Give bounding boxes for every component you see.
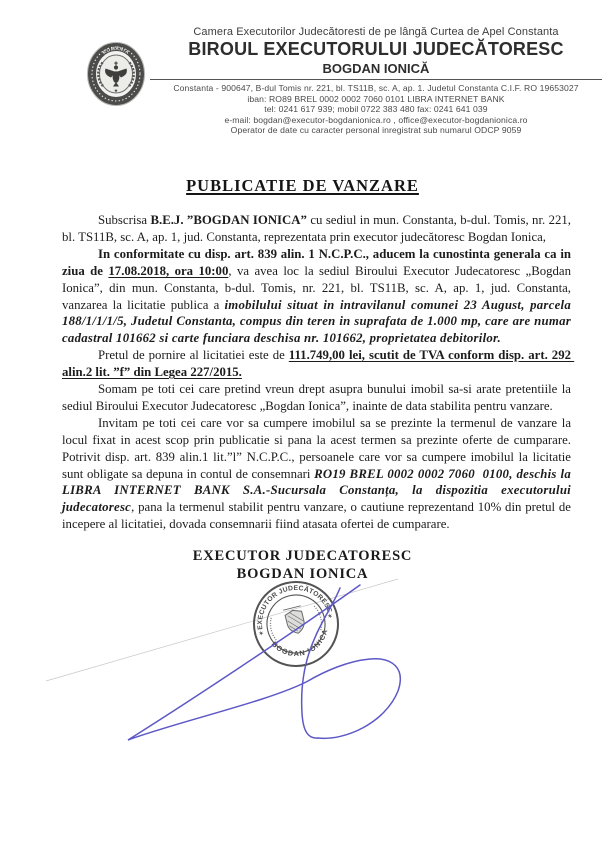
svg-text:BOGDAN IONICA [269,627,334,665]
document-title: PUBLICATIE DE VANZARE [186,175,419,195]
signature-title-line1: EXECUTOR JUDECATORESC [192,548,413,565]
stamp-bottom-arc-text: BOGDAN IONICA [269,628,330,659]
executor-name: BOGDAN IONICĂ [322,61,430,76]
romania-coat-of-arms-logo [86,40,146,108]
address-line: Constanta - 900647, B-dul Tomis nr. 221, bl. TS11B, sc. A, ap. 1. Judetul Constanta C.I.F. RO 19653027 [173,83,579,93]
stamp-top-arc-text: EXECUTOR JUDECĂTORESC [256,585,333,631]
phone-line: tel: 0241 617 939; mobil 0722 383 480 fax: 0241 641 039 [264,104,488,115]
paragraph-auction-notice [62,246,575,347]
text-segment: Pretul de pornire al licitatiei este de [98,348,289,363]
paragraph-claims-summons [62,381,575,415]
hairline-stroke [46,579,398,681]
text-segment: , va avea loc la sediul Biroului Executor Judecatoresc „Bogdan Ionica”, din mun. Constanta, b-dul. Tomis, nr. 221, bl. TS11B, sc. A, ap. 1, jud. Constanta, vanzarea la licitatie publica a [62,263,575,312]
text-segment: In conformitate cu disp. art. 839 alin. 1 N.C.P.C., aducem la cunostinta generala ca in ziua de [62,246,575,278]
text-segment: cu sediul in mun. Constanta, b-dul. Tomis, nr. 221, bl. TS11B, sc. A, ap. 1, jud. Constanta, reprezentata prin executor judecătoresc Bogdan Ionica, [62,212,575,244]
logo-country-text: ROMÂNIA [101,45,131,56]
paragraph-bidder-invitation [62,415,575,533]
document-body [62,212,575,533]
letterhead [0,0,605,136]
header-divider [150,79,602,80]
stamp-star-left: ✶ [257,629,266,639]
round-stamp [245,573,347,675]
text-segment: 111.749,00 lei [288,348,362,363]
text-segment: Somam pe toti cei care pretind vreun drept asupra bunului imobil sa-si arate pretentiile la sediul Biroului Executor Judecatoresc „Bogdan Ionica”, inainte de data stabilita pentru vanzare. [62,382,575,413]
text-segment: imobilului situat in intravilanul comunei 23 August, parcela 188/1/1/1/5, Judetul Constanta, compus din teren in suprafata de 1.000 mp, care are numar cadastral 101662 si carte funciara deschisa nr. 101662, proprietatea debitorilor. [62,297,575,346]
office-name: BIROUL EXECUTORULUI JUDECĂTORESC [188,39,564,59]
iban-line: iban: RO89 BREL 0002 0002 7060 0101 LIBRA INTERNET BANK [247,93,505,104]
text-segment: Subscrisa [98,212,151,227]
paragraph-intro [62,212,575,246]
text-segment: B.E.J. ”BOGDAN IONICA” [150,212,307,227]
paragraph-price [62,347,575,381]
email-line: e-mail: bogdan@executor-bogdanionica.ro , office@executor-bogdanionica.ro [224,114,528,125]
signature-block [0,547,605,773]
star-glyph: ✷ [113,89,119,95]
operator-line: Operator de date cu caracter personal inregistrat sub numarul ODCP 9059 [230,125,522,136]
text-segment: RO19 BREL 0002 0002 7060 0100, deschis la LIBRA INTERNET BANK S.A.-Sucursala Constanța, la dispozitia executorului judecatoresc [62,466,575,515]
stamp-and-signature [40,573,480,773]
signature-title-line2: BOGDAN IONICA [236,566,369,583]
text-segment: 17.08.2018, ora 10:00 [108,263,229,278]
stamp-star-right: ✶ [326,612,334,622]
text-segment: Invitam pe toti cei care vor sa cumpere imobilul sa se prezinte la termenul de vanzare la locul fixat in acest scop prin publicatie si pana la acest termen sa prezinte oferte de cumparare. Potrivit disp. art. 839 alin.1 lit.”l” N.C.P.C., persoanele care vor sa cumpere imobilul la licitatie sunt obligate sa depuna in contul de consemnari [62,415,575,481]
text-segment: , scutit de TVA conform disp. art. 292 alin.2 lit. ”f” din Legea 227/2015. [62,348,575,380]
chamber-line: Camera Executorilor Judecătoresti de pe lângă Curtea de Apel Constanta [193,26,559,38]
text-segment: , pana la termenul stabilit pentru vanzare, o cautiune reprezentand 10% din pretul de incepere al licitatiei, dovada consemnarii fiind atasata ofertei de cumparare. [62,500,575,532]
